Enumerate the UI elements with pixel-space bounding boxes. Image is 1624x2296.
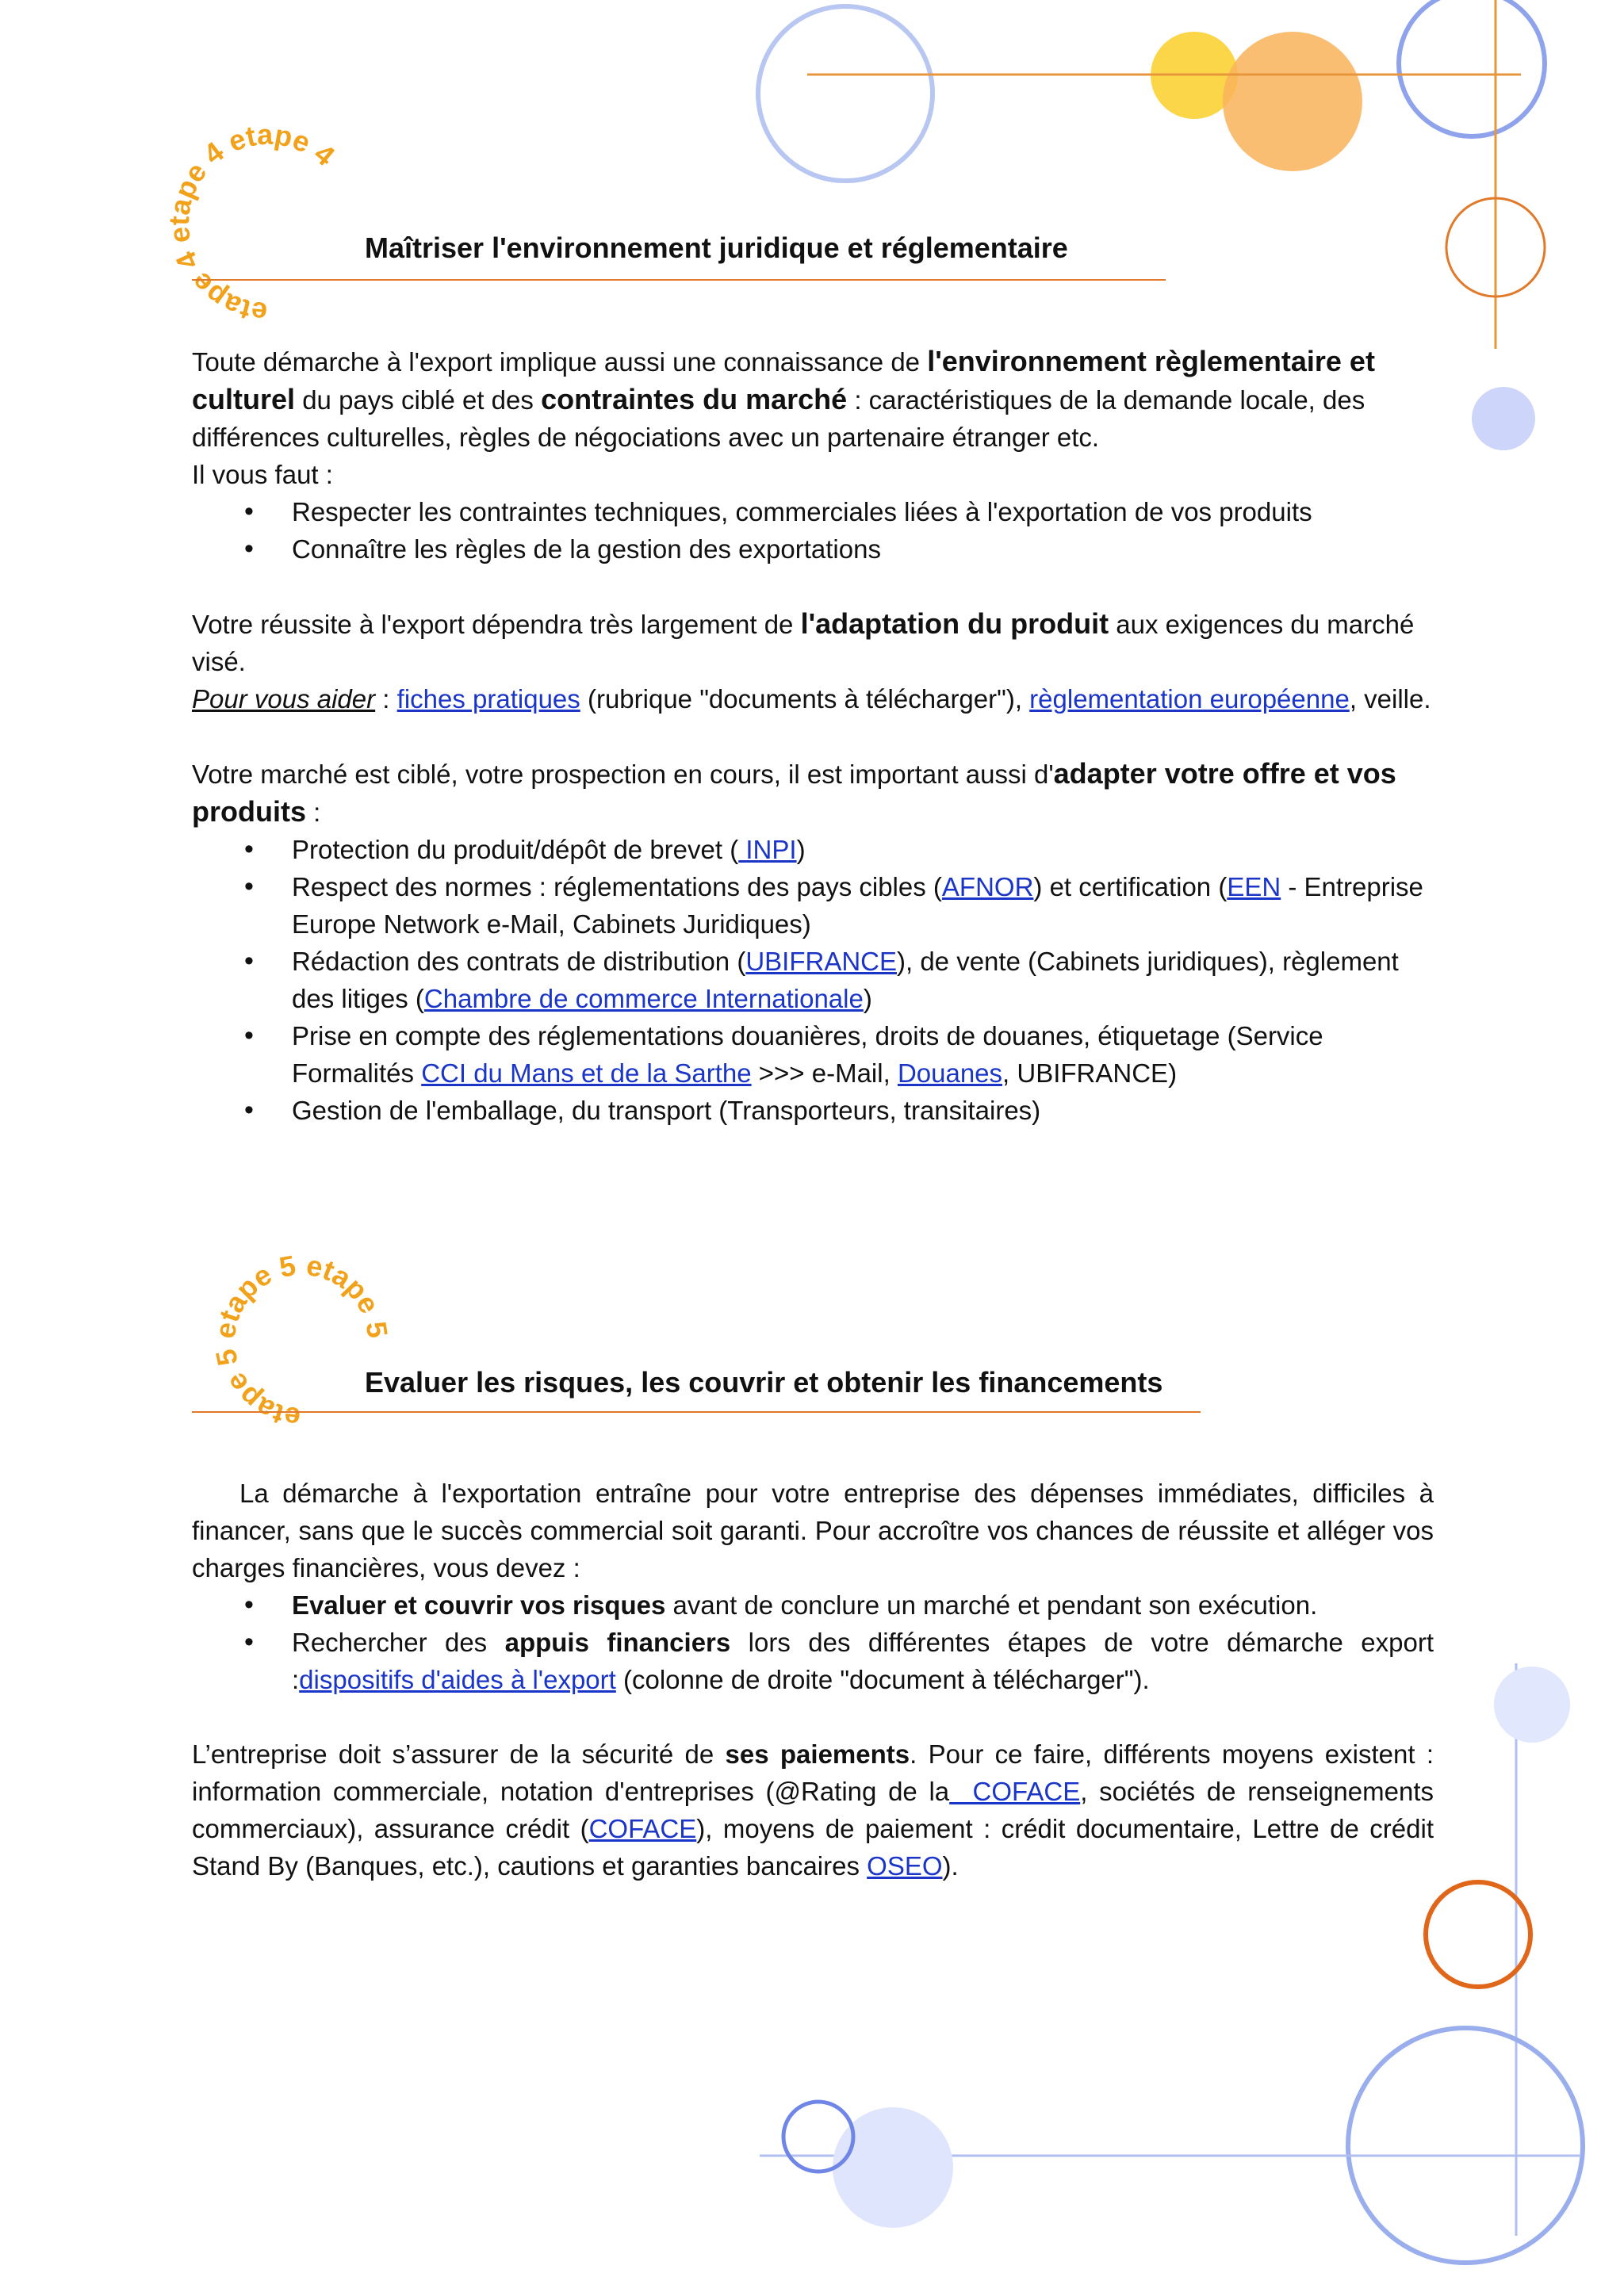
list-item: • Respect des normes : réglementations des pays cibles (AFNOR) et certification (EEN - Entreprise Europe Network e-Mail, Cabinets Juridiques) [192, 868, 1434, 943]
list-item: • Prise en compte des réglementations douanières, droits de douanes, étiquetage (Service Formalités CCI du Mans et de la Sarthe >>> e-Mail, Douanes, UBIFRANCE) [192, 1017, 1434, 1092]
section4-help: Pour vous aider : fiches pratiques (rubrique "documents à télécharger"), règlementation européenne, veille. [192, 684, 1431, 714]
link-inpi[interactable]: INPI [738, 835, 797, 864]
list-item: • Respecter les contraintes techniques, commerciales liées à l'exportation de vos produits [192, 493, 1434, 530]
deco-orange-ring-bottom [1426, 1882, 1530, 1987]
link-oseo[interactable]: OSEO [867, 1851, 943, 1881]
section4-offer: Votre marché est ciblé, votre prospection en cours, il est important aussi d'adapter votre offre et vos produits : [192, 757, 1396, 828]
list-item: • Connaître les règles de la gestion des exportations [192, 530, 1434, 568]
section5-underline [192, 1411, 1201, 1413]
link-coface-rating[interactable]: COFACE [949, 1777, 1081, 1806]
section5-list [192, 1586, 1434, 1698]
section4-body [192, 342, 1434, 1129]
section4-intro: Toute démarche à l'export implique aussi une connaissance de l'environnement règlementaire et culturel du pays ciblé et des contraintes du marché : caractéristiques de la demande locale, des différences culturelles, règles de négociations avec un partenaire étranger etc. [192, 345, 1375, 452]
section5-payments: L’entreprise doit s’assurer de la sécurité de ses paiements. Pour ce faire, différents moyens existent : information commerciale, notation d'entreprises (@Rating de la COFACE, sociétés de renseignements commerciaux), assurance crédit (COFACE), moyens de paiement : crédit documentaire, Lettre de crédit Stand By (Banques, etc.), cautions et garanties bancaires OSEO). [192, 1739, 1434, 1881]
link-chambre-commerce[interactable]: Chambre de commerce Internationale [423, 984, 864, 1013]
link-coface[interactable]: COFACE [588, 1814, 697, 1843]
list-item: • Rechercher des appuis financiers lors des différentes étapes de votre démarche export :dispositifs d'aides à l'export (colonne de droite "document à télécharger"). [192, 1624, 1434, 1698]
list-item: • Protection du produit/dépôt de brevet ( INPI) [192, 831, 1434, 868]
section4-title: Maîtriser l'environnement juridique et réglementaire [365, 232, 1068, 264]
section4-need-label: Il vous faut : [192, 460, 333, 489]
section4-underline [192, 279, 1166, 281]
link-douanes[interactable]: Douanes [897, 1058, 1003, 1088]
step4-circle-text: etape 4 etape 4 etape 4 [162, 117, 342, 330]
section5-intro: La démarche à l'exportation entraîne pour votre entreprise des dépenses immédiates, difficiles à financer, sans que le succès commercial soit garanti. Pour accroître vos chances de réussite et alléger vos charges financières, vous devez : [192, 1479, 1434, 1582]
link-dispositifs-aides[interactable]: dispositifs d'aides à l'export [299, 1665, 616, 1694]
deco-blue-dot-right [1472, 387, 1535, 450]
link-reglementation-europeenne[interactable]: règlementation européenne [1029, 684, 1350, 714]
section4-list2 [192, 831, 1434, 1129]
section5-title: Evaluer les risques, les couvrir et obtenir les financements [365, 1366, 1163, 1399]
deco-orange-dot [1223, 32, 1362, 171]
link-ubifrance[interactable]: UBIFRANCE [745, 947, 897, 976]
list-item: • Gestion de l'emballage, du transport (Transporteurs, transitaires) [192, 1092, 1434, 1129]
section4-adaptation: Votre réussite à l'export dépendra très largement de l'adaptation du produit aux exigences du marché visé. [192, 607, 1415, 676]
deco-blue-ring-corner [1399, 0, 1545, 136]
deco-blue-ring-bottom [1348, 2028, 1583, 2263]
link-cci-mans[interactable]: CCI du Mans et de la Sarthe [421, 1058, 752, 1088]
deco-blue-dot-bottom-right [1494, 1667, 1570, 1743]
link-fiches-pratiques[interactable]: fiches pratiques [396, 684, 580, 714]
link-een[interactable]: EEN [1227, 872, 1281, 901]
step5-circle-text: etape 5 etape 5 etape 5 [208, 1248, 395, 1435]
section5-body [192, 1475, 1434, 1885]
section4-list1 [192, 493, 1434, 568]
link-afnor[interactable]: AFNOR [941, 872, 1034, 901]
list-item: • Rédaction des contrats de distribution (UBIFRANCE), de vente (Cabinets juridiques), règlement des litiges (Chambre de commerce Internationale) [192, 943, 1434, 1017]
deco-blue-ring-top [758, 6, 933, 181]
list-item: • Evaluer et couvrir vos risques avant de conclure un marché et pendant son exécution. [192, 1586, 1434, 1624]
